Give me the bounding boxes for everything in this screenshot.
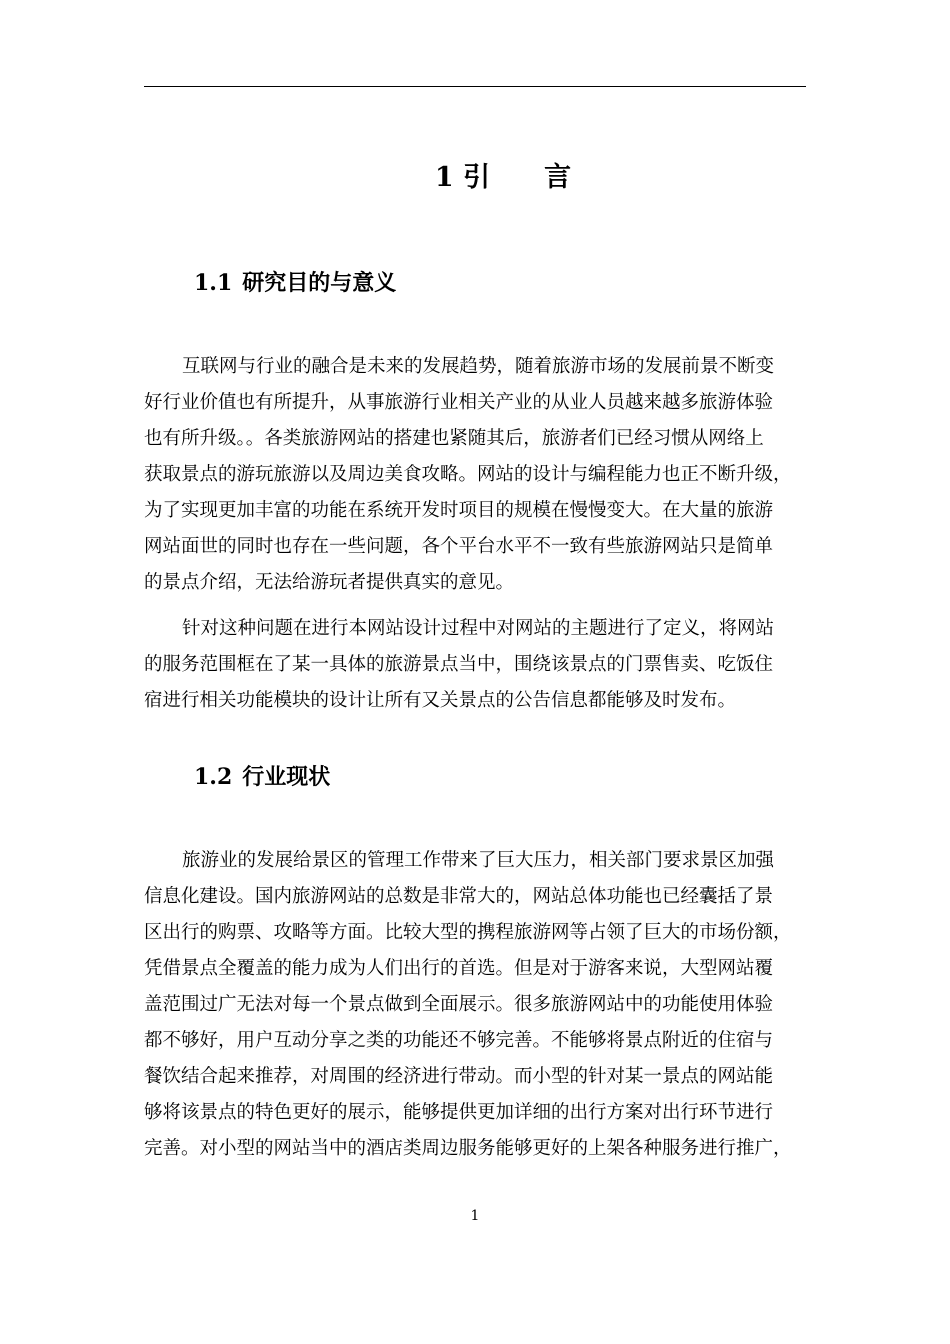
section-number: 1.2 xyxy=(194,764,233,790)
paragraph-line: 宿进行相关功能模块的设计让所有又关景点的公告信息都能够及时发布。 xyxy=(144,690,737,711)
paragraph-significance xyxy=(144,611,808,719)
header-rule xyxy=(144,86,806,87)
paragraph-line: 区出行的购票、攻略等方面。比较大型的携程旅游网等占领了巨大的市场份额， xyxy=(144,922,792,943)
section-heading-1-1 xyxy=(194,267,396,300)
section-title: 行业现状 xyxy=(242,765,331,790)
paragraph-line: 够将该景点的特色更好的展示，能够提供更加详细的出行方案对出行环节进行 xyxy=(144,1102,774,1123)
paragraph-line: 也有所升级。。各类旅游网站的搭建也紧随其后，旅游者们已经习惯从网络上 xyxy=(144,428,764,449)
paragraph-line: 网站面世的同时也存在一些问题，各个平台水平不一致有些旅游网站只是简单 xyxy=(144,536,774,557)
paragraph-line: 都不够好，用户互动分享之类的功能还不够完善。不能够将景点附近的住宿与 xyxy=(144,1030,774,1051)
paragraph-purpose xyxy=(144,349,808,601)
paragraph-line: 的服务范围框在了某一具体的旅游景点当中，围绕该景点的门票售卖、吃饭住 xyxy=(144,654,774,675)
paragraph-line: 信息化建设。国内旅游网站的总数是非常大的，网站总体功能也已经囊括了景 xyxy=(144,886,774,907)
paragraph-line: 互联网与行业的融合是未来的发展趋势，随着旅游市场的发展前景不断变 xyxy=(182,356,775,377)
paragraph-line: 好行业价值也有所提升，从事旅游行业相关产业的从业人员越来越多旅游体验 xyxy=(144,392,774,413)
section-title: 研究目的与意义 xyxy=(242,271,397,296)
paragraph-line: 的景点介绍，无法给游玩者提供真实的意见。 xyxy=(144,572,515,593)
paragraph-line: 餐饮结合起来推荐，对周围的经济进行带动。而小型的针对某一景点的网站能 xyxy=(144,1066,774,1087)
paragraph-line: 旅游业的发展给景区的管理工作带来了巨大压力，相关部门要求景区加强 xyxy=(182,850,775,871)
page-number: 1 xyxy=(470,1208,480,1224)
section-heading-1-2 xyxy=(194,761,330,794)
paragraph-line: 为了实现更加丰富的功能在系统开发时项目的规模在慢慢变大。在大量的旅游 xyxy=(144,500,774,521)
paragraph-line: 完善。对小型的网站当中的酒店类周边服务能够更好的上架各种服务进行推广， xyxy=(144,1138,792,1159)
paragraph-line: 盖范围过广无法对每一个景点做到全面展示。很多旅游网站中的功能使用体验 xyxy=(144,994,774,1015)
paragraph-line: 获取景点的游玩旅游以及周边美食攻略。网站的设计与编程能力也正不断升级， xyxy=(144,464,792,485)
paragraph-industry-status xyxy=(144,843,808,1167)
paragraph-line: 凭借景点全覆盖的能力成为人们出行的首选。但是对于游客来说，大型网站覆 xyxy=(144,958,774,979)
chapter-title: 1 引 言 xyxy=(434,162,572,193)
paragraph-line: 针对这种问题在进行本网站设计过程中对网站的主题进行了定义，将网站 xyxy=(182,618,775,639)
section-number: 1.1 xyxy=(194,270,233,296)
